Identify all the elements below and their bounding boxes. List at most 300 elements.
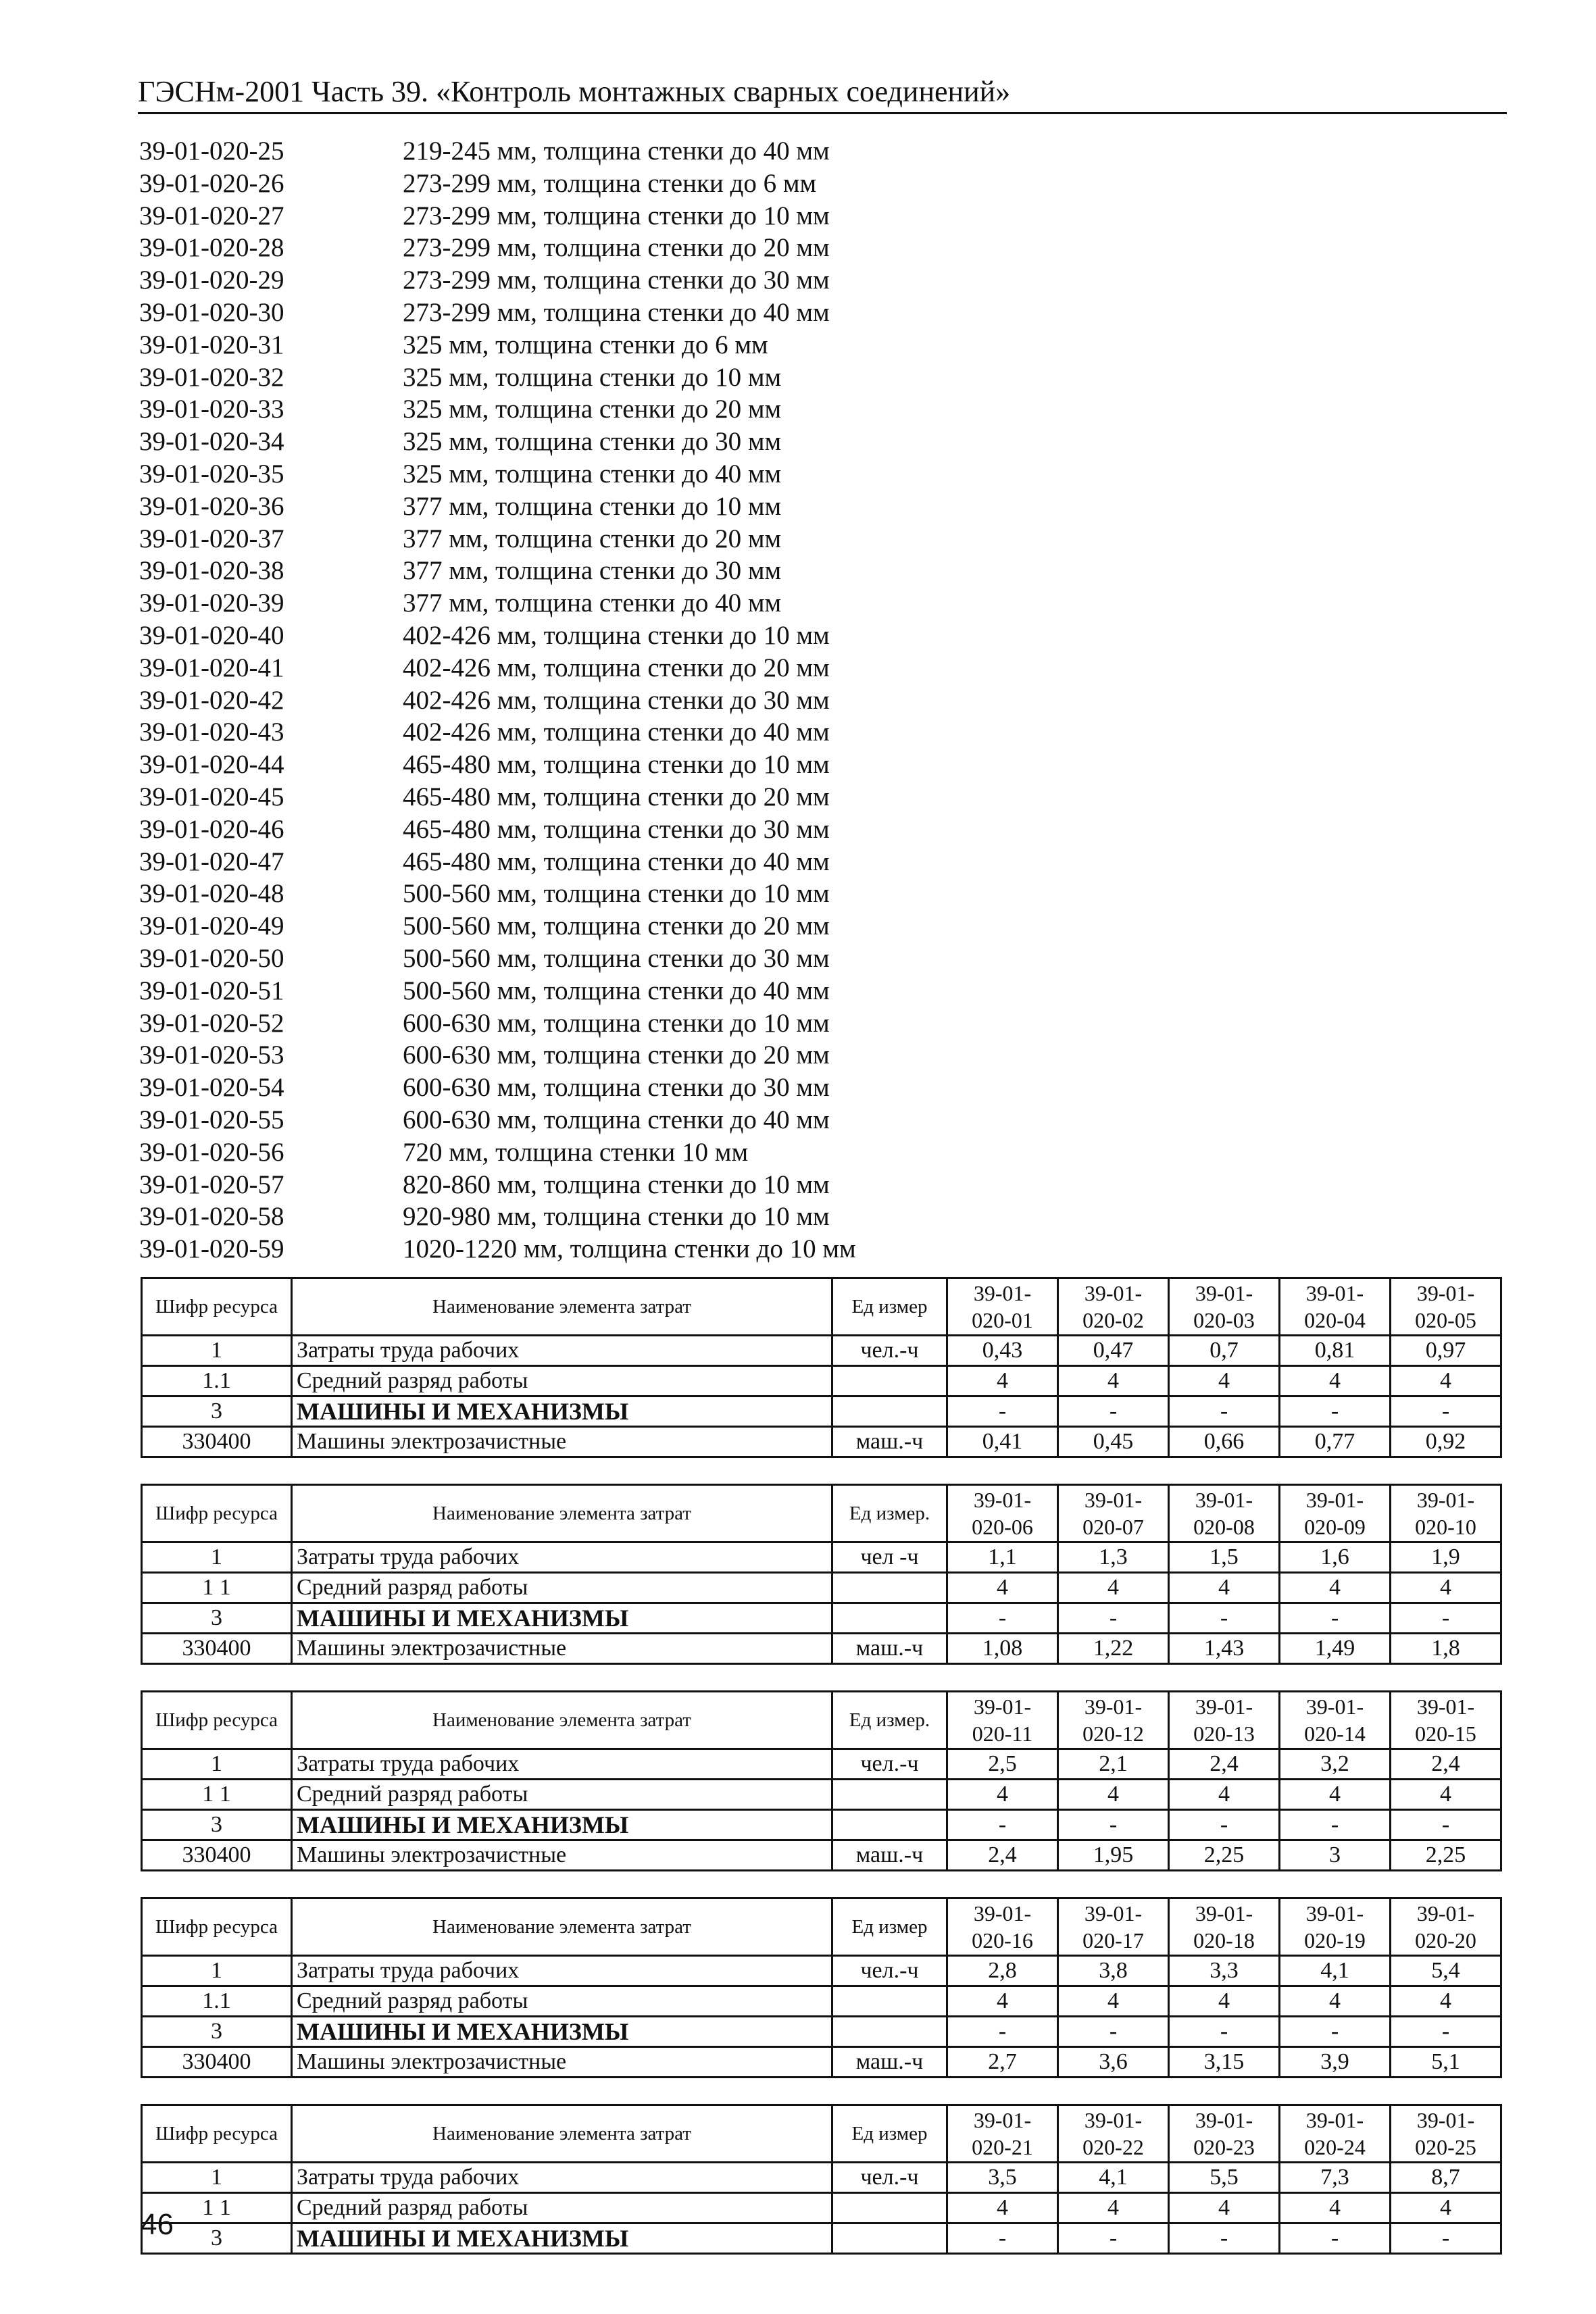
value-cell: 5,5 — [1169, 2163, 1280, 2193]
item-description: 720 мм, толщина стенки 10 мм — [403, 1137, 749, 1167]
cost-element-name: Средний разряд работы — [292, 1780, 832, 1810]
unit-cell — [832, 2193, 947, 2223]
value-cell: 4 — [947, 2193, 1058, 2223]
value-cell: - — [1391, 1603, 1501, 1634]
table-row — [142, 2047, 1501, 2078]
resource-table — [141, 1277, 1502, 1458]
item-description: 325 мм, толщина стенки до 6 мм — [403, 330, 768, 359]
cost-element-name: МАШИНЫ И МЕХАНИЗМЫ — [292, 2223, 832, 2254]
code-list-item — [139, 1233, 950, 1265]
item-description: 600-630 мм, толщина стенки до 30 мм — [403, 1073, 830, 1103]
item-description: 1020-1220 мм, толщина стенки до 10 мм — [403, 1234, 856, 1264]
resource-table — [141, 1484, 1502, 1665]
item-description: 377 мм, толщина стенки до 20 мм — [403, 524, 782, 553]
resource-code: 1.1 — [142, 1986, 292, 2017]
item-code: 39-01-020-27 — [139, 201, 284, 230]
cost-element-name: Затраты труда рабочих — [292, 1336, 832, 1366]
value-cell: 4,1 — [1280, 1956, 1391, 1986]
item-description: 377 мм, толщина стенки до 10 мм — [403, 491, 782, 521]
norm-code-line: 020-15 — [1415, 1721, 1476, 1746]
item-description: 325 мм, толщина стенки до 40 мм — [403, 459, 782, 488]
table-row — [142, 1427, 1501, 1457]
cost-element-name: Затраты труда рабочих — [292, 1956, 832, 1986]
header-resource-code: Шифр ресурса — [142, 1278, 292, 1336]
table-row — [142, 2163, 1501, 2193]
item-code: 39-01-020-50 — [139, 943, 284, 973]
value-cell: 1,49 — [1280, 1634, 1391, 1664]
norm-code-line: 39-01- — [1305, 2108, 1364, 2132]
value-cell: 5,4 — [1391, 1956, 1501, 1986]
norm-code-line: 020-06 — [972, 1515, 1033, 1539]
header-norm-code — [1169, 1278, 1280, 1336]
resource-code: 3 — [142, 1810, 292, 1840]
item-code: 39-01-020-34 — [139, 427, 284, 457]
header-norm-code — [1391, 1898, 1501, 1956]
value-cell: 4 — [1280, 1986, 1391, 2017]
code-list-item — [139, 813, 950, 846]
value-cell: - — [1391, 1810, 1501, 1840]
value-cell: - — [1169, 1603, 1280, 1634]
value-cell: 4 — [1391, 1986, 1501, 2017]
norm-code-line: 39-01- — [1195, 1694, 1253, 1719]
value-cell: 2,1 — [1058, 1749, 1169, 1780]
unit-cell — [832, 1810, 947, 1840]
item-description: 465-480 мм, толщина стенки до 10 мм — [403, 750, 830, 780]
item-description: 500-560 мм, толщина стенки до 20 мм — [403, 911, 830, 941]
value-cell: 0,77 — [1280, 1427, 1391, 1457]
item-description: 219-245 мм, толщина стенки до 40 мм — [403, 136, 830, 166]
value-cell: 8,7 — [1391, 2163, 1501, 2193]
norm-code-line: 020-01 — [972, 1308, 1033, 1332]
value-cell: 3,2 — [1280, 1749, 1391, 1780]
header-unit: Ед измер — [832, 1898, 947, 1956]
code-list-item — [139, 264, 950, 297]
item-description: 273-299 мм, толщина стенки до 10 мм — [403, 201, 830, 230]
value-cell: 2,25 — [1391, 1840, 1501, 1871]
header-norm-code — [1058, 1278, 1169, 1336]
norm-code-line: 020-13 — [1193, 1721, 1255, 1746]
norm-code-line: 39-01- — [1305, 1694, 1364, 1719]
unit-cell: маш.-ч — [832, 2047, 947, 2078]
norm-code-line: 39-01- — [973, 2108, 1032, 2132]
item-code: 39-01-020-56 — [139, 1137, 284, 1167]
value-cell: 4 — [1391, 1780, 1501, 1810]
cost-element-name: МАШИНЫ И МЕХАНИЗМЫ — [292, 1603, 832, 1634]
resource-table — [141, 1897, 1502, 2078]
unit-cell: чел.-ч — [832, 1749, 947, 1780]
table-row — [142, 2223, 1501, 2254]
item-description: 465-480 мм, толщина стенки до 20 мм — [403, 782, 830, 811]
header-cost-element: Наименование элемента затрат — [292, 1692, 832, 1749]
norm-code-line: 39-01- — [1084, 1488, 1143, 1512]
item-description: 325 мм, толщина стенки до 10 мм — [403, 362, 782, 392]
cost-element-name: Машины электрозачистные — [292, 2047, 832, 2078]
resource-table — [141, 1690, 1502, 1871]
item-code: 39-01-020-28 — [139, 233, 284, 263]
item-code: 39-01-020-47 — [139, 847, 284, 876]
value-cell: 4,1 — [1058, 2163, 1169, 2193]
norm-code-line: 39-01- — [1416, 1488, 1475, 1512]
norm-code-line: 39-01- — [1195, 1281, 1253, 1305]
value-cell: 1,3 — [1058, 1542, 1169, 1573]
value-cell: 4 — [947, 1573, 1058, 1603]
code-list-item — [139, 393, 950, 426]
table-row — [142, 1573, 1501, 1603]
item-code: 39-01-020-45 — [139, 782, 284, 811]
value-cell: 4 — [1058, 2193, 1169, 2223]
code-list-item — [139, 587, 950, 620]
header-unit: Ед измер. — [832, 1692, 947, 1749]
resource-code: 3 — [142, 1397, 292, 1427]
value-cell: 0,47 — [1058, 1336, 1169, 1366]
header-norm-code — [947, 2105, 1058, 2163]
resource-code: 1 — [142, 2163, 292, 2193]
value-cell: 3,9 — [1280, 2047, 1391, 2078]
unit-cell — [832, 1780, 947, 1810]
code-list-item — [139, 458, 950, 491]
item-code: 39-01-020-40 — [139, 620, 284, 650]
norm-code-line: 020-11 — [972, 1721, 1033, 1746]
item-description: 377 мм, толщина стенки до 40 мм — [403, 588, 782, 618]
header-norm-code — [947, 1485, 1058, 1542]
norm-code-line: 020-20 — [1415, 1928, 1476, 1953]
norm-code-line: 020-23 — [1193, 2135, 1255, 2159]
item-code: 39-01-020-39 — [139, 588, 284, 618]
value-cell: 4 — [947, 1986, 1058, 2017]
item-code: 39-01-020-51 — [139, 976, 284, 1005]
item-code: 39-01-020-55 — [139, 1105, 284, 1134]
code-list-item — [139, 716, 950, 749]
norm-code-line: 020-08 — [1193, 1515, 1255, 1539]
resource-code: 3 — [142, 2223, 292, 2254]
code-list-item — [139, 329, 950, 361]
value-cell: - — [1280, 1810, 1391, 1840]
code-list-item — [139, 491, 950, 523]
unit-cell — [832, 2017, 947, 2047]
header-norm-code — [1391, 1692, 1501, 1749]
value-cell: 2,5 — [947, 1749, 1058, 1780]
cost-element-name: Машины электрозачистные — [292, 1634, 832, 1664]
value-cell: - — [1280, 2223, 1391, 2254]
value-cell: 0,81 — [1280, 1336, 1391, 1366]
norm-code-line: 020-19 — [1304, 1928, 1366, 1953]
resource-code: 3 — [142, 1603, 292, 1634]
table-header-row — [142, 2105, 1501, 2163]
resource-code: 330400 — [142, 1840, 292, 1871]
resource-code: 330400 — [142, 1634, 292, 1664]
resource-code: 1 1 — [142, 2193, 292, 2223]
item-code: 39-01-020-48 — [139, 879, 284, 909]
item-description: 820-860 мм, толщина стенки до 10 мм — [403, 1169, 830, 1199]
item-description: 402-426 мм, толщина стенки до 20 мм — [403, 653, 830, 682]
unit-cell — [832, 2223, 947, 2254]
header-rule — [138, 112, 1507, 114]
norm-code-line: 39-01- — [1416, 1901, 1475, 1926]
table-header-row — [142, 1692, 1501, 1749]
resource-code: 3 — [142, 2017, 292, 2047]
value-cell: - — [947, 2223, 1058, 2254]
item-code: 39-01-020-53 — [139, 1040, 284, 1070]
code-list — [139, 135, 950, 1265]
value-cell: 3,8 — [1058, 1956, 1169, 1986]
value-cell: 4 — [1169, 1573, 1280, 1603]
code-list-item — [139, 1007, 950, 1040]
code-list-item — [139, 1136, 950, 1169]
value-cell: 1,95 — [1058, 1840, 1169, 1871]
resource-code: 1 — [142, 1749, 292, 1780]
value-cell: 7,3 — [1280, 2163, 1391, 2193]
item-code: 39-01-020-46 — [139, 814, 284, 844]
table-row — [142, 1749, 1501, 1780]
header-norm-code — [947, 1898, 1058, 1956]
item-code: 39-01-020-41 — [139, 653, 284, 682]
unit-cell: маш.-ч — [832, 1840, 947, 1871]
cost-element-name: Затраты труда рабочих — [292, 1542, 832, 1573]
header-norm-code — [1280, 1898, 1391, 1956]
value-cell: 4 — [1169, 1366, 1280, 1397]
value-cell: 0,97 — [1391, 1336, 1501, 1366]
norm-code-line: 020-22 — [1082, 2135, 1144, 2159]
norm-code-line: 020-17 — [1082, 1928, 1144, 1953]
norm-code-line: 39-01- — [973, 1694, 1032, 1719]
resource-code: 1 1 — [142, 1780, 292, 1810]
norm-code-line: 020-24 — [1304, 2135, 1366, 2159]
table-row — [142, 1542, 1501, 1573]
value-cell: 2,25 — [1169, 1840, 1280, 1871]
unit-cell — [832, 1366, 947, 1397]
norm-code-line: 39-01- — [1305, 1281, 1364, 1305]
table-row — [142, 1634, 1501, 1664]
code-list-item — [139, 297, 950, 329]
unit-cell: маш.-ч — [832, 1427, 947, 1457]
code-list-item — [139, 910, 950, 942]
item-code: 39-01-020-43 — [139, 718, 284, 747]
norm-code-line: 020-03 — [1193, 1308, 1255, 1332]
value-cell: - — [947, 1603, 1058, 1634]
item-description: 325 мм, толщина стенки до 20 мм — [403, 395, 782, 424]
header-norm-code — [1391, 1485, 1501, 1542]
code-list-item — [139, 168, 950, 200]
value-cell: 4 — [1058, 1573, 1169, 1603]
code-list-item — [139, 846, 950, 878]
value-cell: 2,4 — [1391, 1749, 1501, 1780]
item-code: 39-01-020-59 — [139, 1234, 284, 1264]
item-description: 600-630 мм, толщина стенки до 20 мм — [403, 1040, 830, 1070]
table-header-row — [142, 1485, 1501, 1542]
header-unit: Ед измер — [832, 1278, 947, 1336]
value-cell: 4 — [947, 1366, 1058, 1397]
value-cell: 4 — [1280, 2193, 1391, 2223]
header-norm-code — [1280, 1485, 1391, 1542]
value-cell: - — [947, 2017, 1058, 2047]
header-resource-code: Шифр ресурса — [142, 1692, 292, 1749]
table-row — [142, 1810, 1501, 1840]
cost-element-name: МАШИНЫ И МЕХАНИЗМЫ — [292, 2017, 832, 2047]
norm-code-line: 020-10 — [1415, 1515, 1476, 1539]
norm-code-line: 020-21 — [972, 2135, 1033, 2159]
item-description: 920-980 мм, толщина стенки до 10 мм — [403, 1202, 830, 1232]
header-norm-code — [1280, 1692, 1391, 1749]
resource-code: 1.1 — [142, 1366, 292, 1397]
item-description: 273-299 мм, толщина стенки до 20 мм — [403, 233, 830, 263]
norm-code-line: 020-18 — [1193, 1928, 1255, 1953]
code-list-item — [139, 684, 950, 717]
code-list-item — [139, 749, 950, 781]
code-list-item — [139, 1104, 950, 1136]
norm-code-line: 020-12 — [1082, 1721, 1144, 1746]
resource-code: 1 — [142, 1956, 292, 1986]
value-cell: - — [1058, 1397, 1169, 1427]
item-code: 39-01-020-44 — [139, 750, 284, 780]
unit-cell: чел.-ч — [832, 1956, 947, 1986]
cost-element-name: Средний разряд работы — [292, 1366, 832, 1397]
norm-code-line: 39-01- — [1195, 1488, 1253, 1512]
unit-cell: чел.-ч — [832, 2163, 947, 2193]
cost-element-name: Машины электрозачистные — [292, 1840, 832, 1871]
item-code: 39-01-020-54 — [139, 1073, 284, 1103]
item-code: 39-01-020-49 — [139, 911, 284, 941]
value-cell: 0,45 — [1058, 1427, 1169, 1457]
resource-code: 1 1 — [142, 1573, 292, 1603]
code-list-item — [139, 942, 950, 975]
header-norm-code — [1169, 1692, 1280, 1749]
norm-code-line: 39-01- — [973, 1281, 1032, 1305]
item-code: 39-01-020-25 — [139, 136, 284, 166]
item-code: 39-01-020-36 — [139, 491, 284, 521]
header-resource-code: Шифр ресурса — [142, 2105, 292, 2163]
item-code: 39-01-020-52 — [139, 1008, 284, 1038]
header-norm-code — [1058, 1692, 1169, 1749]
code-list-item — [139, 200, 950, 232]
norm-code-line: 020-07 — [1082, 1515, 1144, 1539]
value-cell: 2,4 — [947, 1840, 1058, 1871]
value-cell: - — [1280, 2017, 1391, 2047]
value-cell: 1,1 — [947, 1542, 1058, 1573]
resource-code: 330400 — [142, 1427, 292, 1457]
value-cell: 3,3 — [1169, 1956, 1280, 1986]
value-cell: - — [1391, 1397, 1501, 1427]
code-list-item — [139, 620, 950, 652]
table-row — [142, 1986, 1501, 2017]
value-cell: 5,1 — [1391, 2047, 1501, 2078]
norm-code-line: 39-01- — [1195, 2108, 1253, 2132]
value-cell: 4 — [1391, 1366, 1501, 1397]
value-cell: 4 — [1058, 1366, 1169, 1397]
value-cell: - — [1391, 2017, 1501, 2047]
unit-cell — [832, 1986, 947, 2017]
value-cell: - — [1280, 1397, 1391, 1427]
item-description: 500-560 мм, толщина стенки до 40 мм — [403, 976, 830, 1005]
cost-element-name: Затраты труда рабочих — [292, 1749, 832, 1780]
value-cell: 3 — [1280, 1840, 1391, 1871]
value-cell: 1,8 — [1391, 1634, 1501, 1664]
cost-element-name: МАШИНЫ И МЕХАНИЗМЫ — [292, 1397, 832, 1427]
value-cell: 1,6 — [1280, 1542, 1391, 1573]
page-number: 46 — [141, 2208, 174, 2241]
value-cell: 4 — [1391, 1573, 1501, 1603]
norm-code-line: 39-01- — [1084, 1694, 1143, 1719]
norm-code-line: 020-16 — [972, 1928, 1033, 1953]
page-header: ГЭСНм-2001 Часть 39. «Контроль монтажных сварных соединений» — [138, 75, 1011, 108]
norm-code-line: 020-05 — [1415, 1308, 1476, 1332]
item-description: 402-426 мм, толщина стенки до 30 мм — [403, 685, 830, 715]
header-norm-code — [947, 1278, 1058, 1336]
table-row — [142, 1397, 1501, 1427]
table-row — [142, 1366, 1501, 1397]
unit-cell — [832, 1603, 947, 1634]
item-description: 273-299 мм, толщина стенки до 6 мм — [403, 168, 817, 198]
item-description: 465-480 мм, толщина стенки до 40 мм — [403, 847, 830, 876]
header-resource-code: Шифр ресурса — [142, 1485, 292, 1542]
value-cell: 1,08 — [947, 1634, 1058, 1664]
header-norm-code — [1280, 1278, 1391, 1336]
value-cell: 4 — [947, 1780, 1058, 1810]
value-cell: - — [1058, 2223, 1169, 2254]
code-list-item — [139, 781, 950, 813]
item-description: 500-560 мм, толщина стенки до 30 мм — [403, 943, 830, 973]
header-cost-element: Наименование элемента затрат — [292, 1278, 832, 1336]
value-cell: 2,4 — [1169, 1749, 1280, 1780]
code-list-item — [139, 878, 950, 910]
resource-code: 330400 — [142, 2047, 292, 2078]
norm-code-line: 020-02 — [1082, 1308, 1144, 1332]
code-list-item — [139, 426, 950, 458]
table-row — [142, 1840, 1501, 1871]
unit-cell: чел.-ч — [832, 1336, 947, 1366]
norm-code-line: 39-01- — [1195, 1901, 1253, 1926]
item-description: 402-426 мм, толщина стенки до 40 мм — [403, 718, 830, 747]
item-code: 39-01-020-35 — [139, 459, 284, 488]
value-cell: - — [947, 1397, 1058, 1427]
value-cell: - — [947, 1810, 1058, 1840]
item-code: 39-01-020-31 — [139, 330, 284, 359]
header-unit: Ед измер. — [832, 1485, 947, 1542]
unit-cell — [832, 1573, 947, 1603]
code-list-item — [139, 232, 950, 264]
cost-element-name: МАШИНЫ И МЕХАНИЗМЫ — [292, 1810, 832, 1840]
item-code: 39-01-020-33 — [139, 395, 284, 424]
item-description: 600-630 мм, толщина стенки до 10 мм — [403, 1008, 830, 1038]
header-norm-code — [1391, 1278, 1501, 1336]
value-cell: 1,22 — [1058, 1634, 1169, 1664]
norm-code-line: 39-01- — [1305, 1488, 1364, 1512]
norm-code-line: 020-25 — [1415, 2135, 1476, 2159]
code-list-item — [139, 652, 950, 684]
cost-element-name: Затраты труда рабочих — [292, 2163, 832, 2193]
item-code: 39-01-020-58 — [139, 1202, 284, 1232]
cost-element-name: Средний разряд работы — [292, 2193, 832, 2223]
code-list-item — [139, 975, 950, 1007]
norm-code-line: 020-04 — [1304, 1308, 1366, 1332]
code-list-item — [139, 361, 950, 394]
header-norm-code — [947, 1692, 1058, 1749]
value-cell: 2,7 — [947, 2047, 1058, 2078]
norm-code-line: 39-01- — [1416, 1281, 1475, 1305]
header-cost-element: Наименование элемента затрат — [292, 2105, 832, 2163]
table-header-row — [142, 1898, 1501, 1956]
value-cell: 4 — [1280, 1366, 1391, 1397]
value-cell: 3,15 — [1169, 2047, 1280, 2078]
item-code: 39-01-020-38 — [139, 556, 284, 586]
value-cell: 4 — [1058, 1986, 1169, 2017]
value-cell: - — [1169, 1397, 1280, 1427]
table-row — [142, 1780, 1501, 1810]
value-cell: - — [1058, 2017, 1169, 2047]
item-code: 39-01-020-29 — [139, 266, 284, 295]
header-norm-code — [1391, 2105, 1501, 2163]
norm-code-line: 39-01- — [1416, 1694, 1475, 1719]
item-description: 402-426 мм, толщина стенки до 10 мм — [403, 620, 830, 650]
